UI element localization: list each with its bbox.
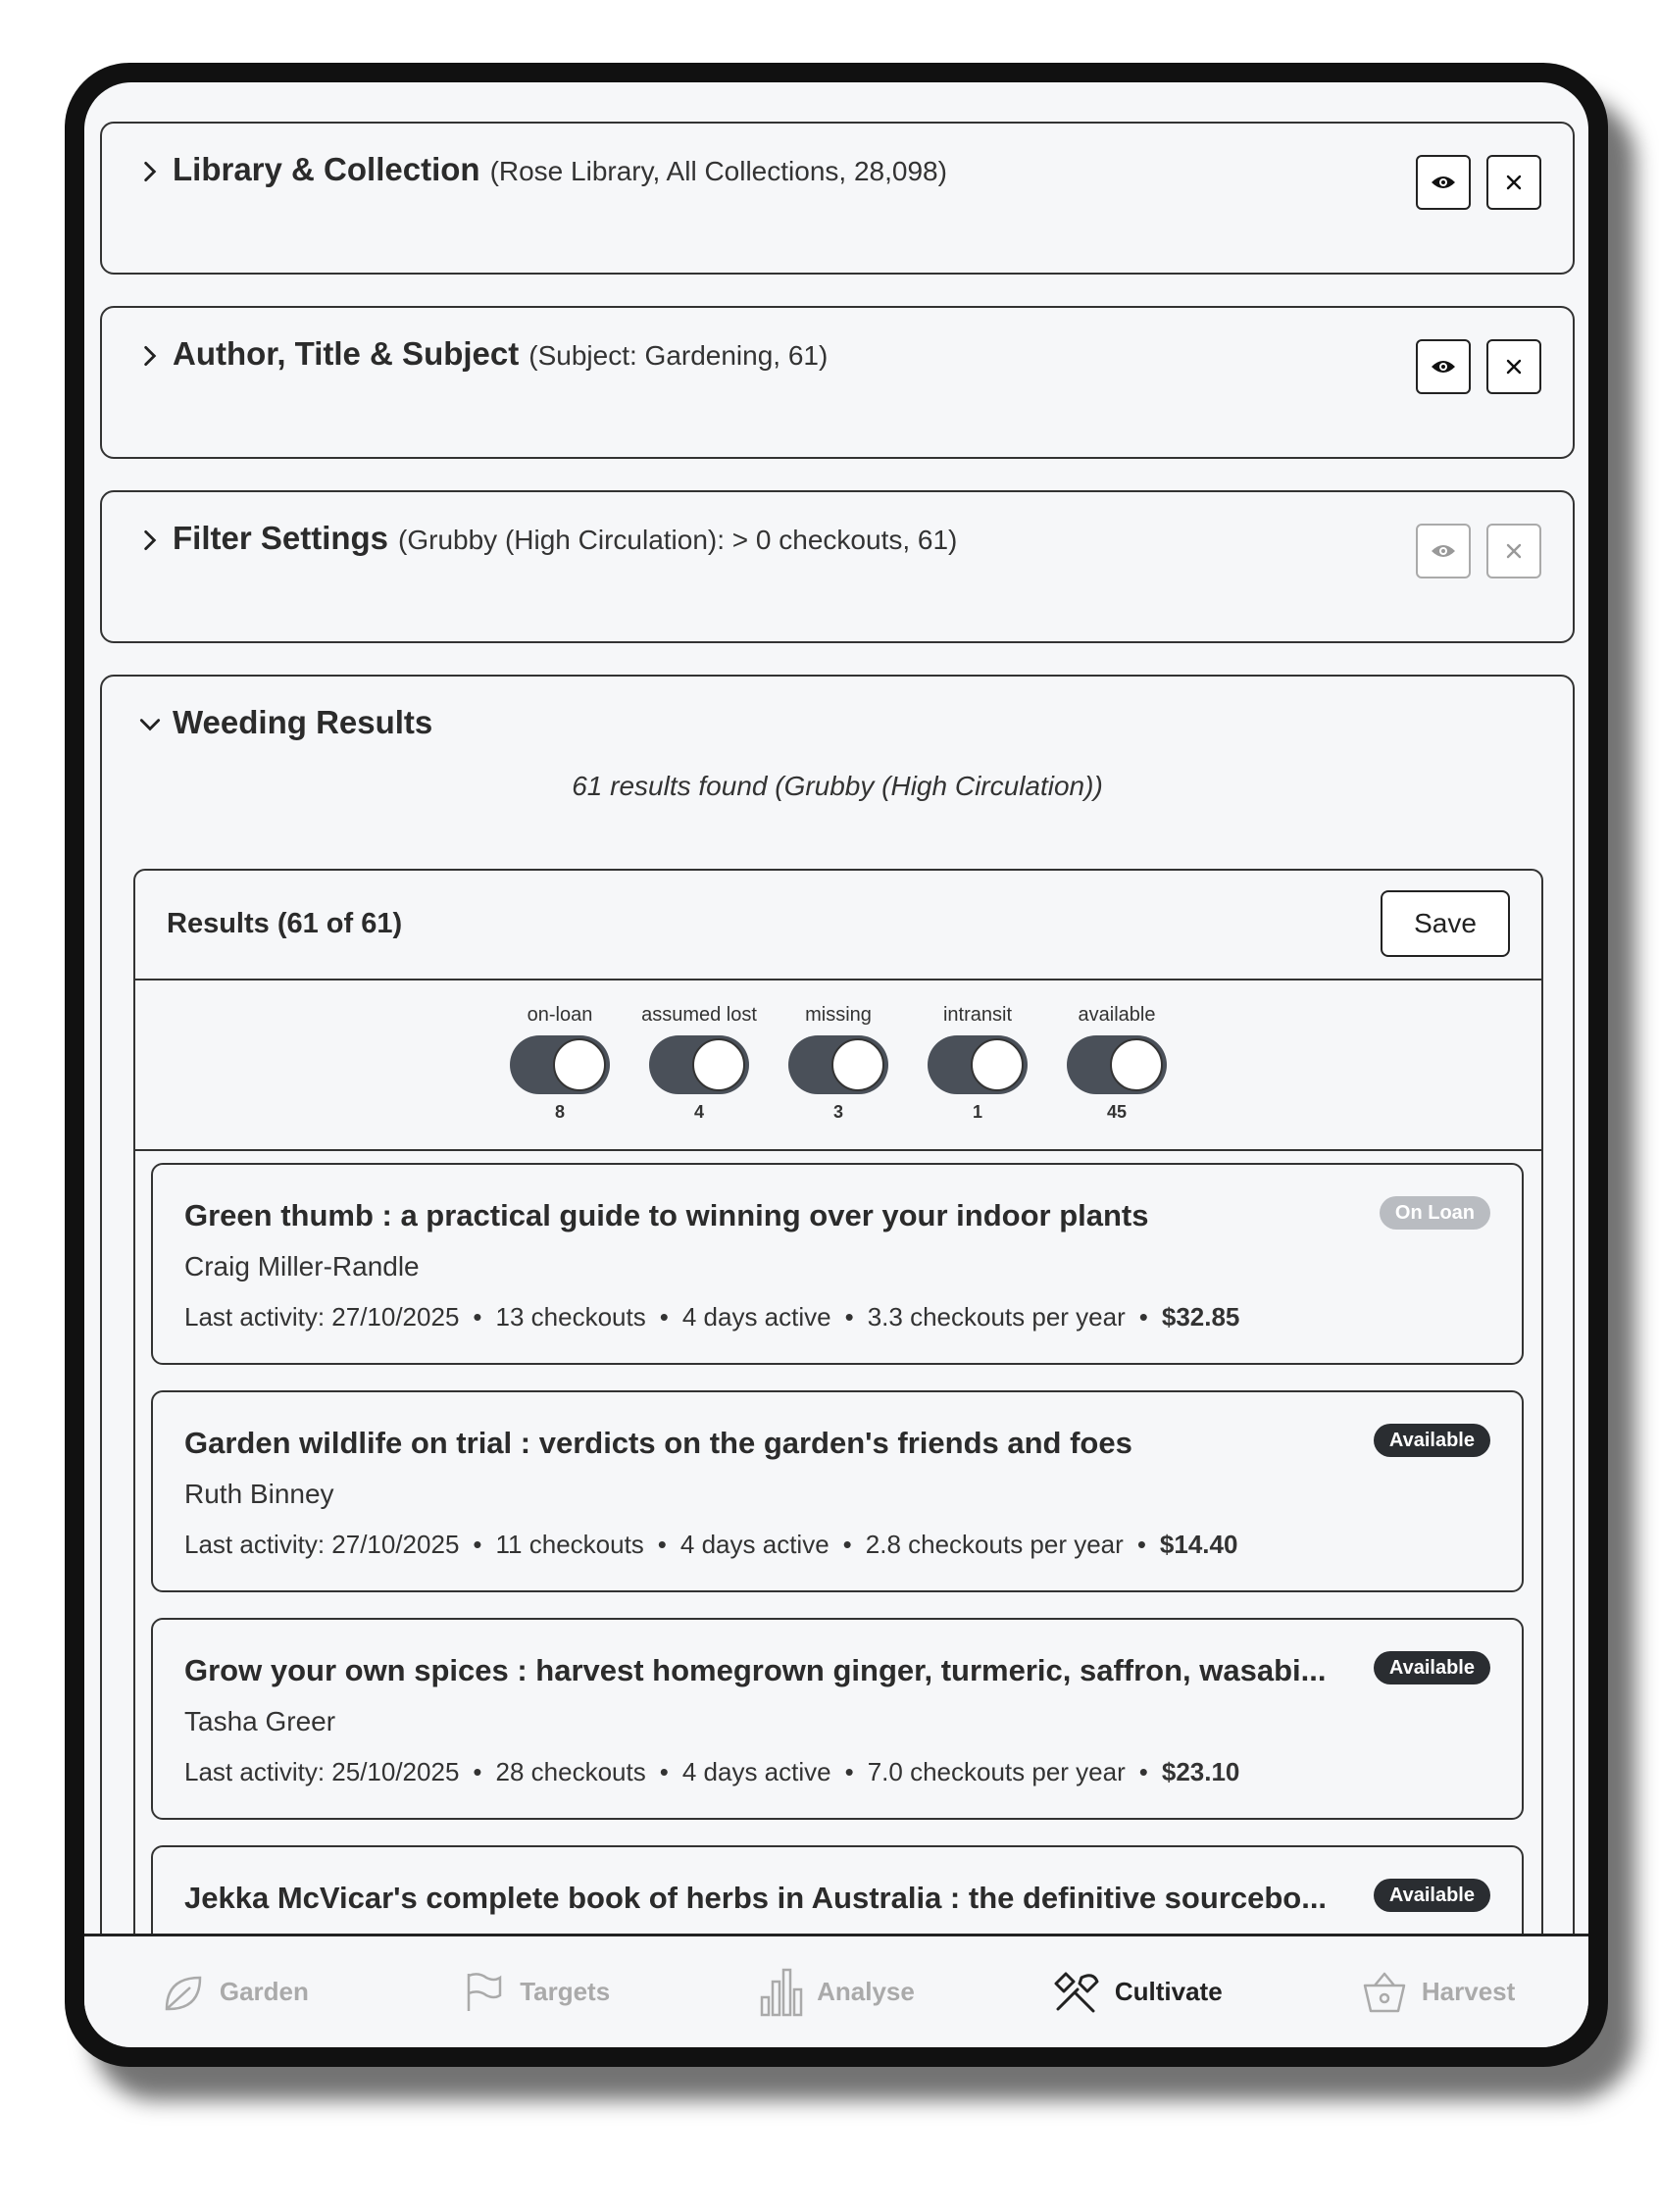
nav-item-targets[interactable] (385, 1936, 686, 2047)
view-button[interactable] (1416, 155, 1471, 210)
last-activity: Last activity: 25/10/2025 (184, 1757, 460, 1786)
separator: • (1138, 1757, 1148, 1786)
toggle-switch[interactable] (788, 1035, 888, 1094)
nav-item-cultivate[interactable] (986, 1936, 1287, 2047)
panel-title: Author, Title & Subject (173, 335, 520, 372)
separator: • (844, 1302, 854, 1332)
chevron-right-icon (137, 528, 163, 553)
status-badge: Available (1374, 1651, 1490, 1684)
separator: • (844, 1757, 854, 1786)
toggle-knob (971, 1038, 1024, 1091)
panel-subtitle: (Subject: Gardening, 61) (528, 340, 829, 371)
checkouts: 13 checkouts (495, 1302, 646, 1332)
result-card[interactable] (151, 1163, 1524, 1365)
days-active: 4 days active (681, 1757, 831, 1786)
separator: • (659, 1757, 669, 1786)
toggle-knob (1110, 1038, 1163, 1091)
nav-item-garden[interactable] (84, 1936, 385, 2047)
panel-subtitle: (Rose Library, All Collections, 28,098) (489, 156, 947, 186)
panel-header[interactable] (137, 520, 957, 557)
chevron-right-icon (137, 343, 163, 369)
checkout-rate: 3.3 checkouts per year (867, 1302, 1126, 1332)
results-box (133, 869, 1543, 2045)
toggle-knob (692, 1038, 745, 1091)
toggle-label: on-loan (527, 1004, 593, 1026)
checkouts: 28 checkouts (495, 1757, 646, 1786)
toggle-available (1060, 1004, 1174, 1149)
eye-icon (1431, 542, 1456, 560)
bottom-nav (84, 1934, 1588, 2047)
toggle-count: 3 (832, 1102, 843, 1122)
days-active: 4 days active (679, 1530, 830, 1559)
close-icon (1505, 174, 1523, 191)
toggle-count: 8 (554, 1102, 565, 1122)
last-activity: Last activity: 27/10/2025 (184, 1530, 460, 1559)
separator: • (473, 1530, 482, 1559)
eye-icon (1431, 174, 1456, 191)
toggle-label: available (1078, 1004, 1156, 1026)
separator: • (657, 1530, 667, 1559)
book-title: Garden wildlife on trial : verdicts on the garden's friends and foes (184, 1426, 1132, 1460)
separator: • (473, 1757, 482, 1786)
nav-label: Analyse (817, 1977, 915, 2006)
separator: • (473, 1302, 482, 1332)
price: $14.40 (1159, 1530, 1238, 1559)
eye-icon (1431, 358, 1456, 376)
status-badge: On Loan (1380, 1196, 1490, 1230)
checkout-rate: 2.8 checkouts per year (865, 1530, 1124, 1559)
toggle-assumed-lost (642, 1004, 756, 1149)
toggle-missing (781, 1004, 895, 1149)
book-meta (184, 1757, 1239, 1787)
separator: • (842, 1530, 852, 1559)
toggle-label: missing (805, 1004, 872, 1026)
results-header (135, 871, 1541, 980)
status-badge: Available (1374, 1879, 1490, 1912)
view-button[interactable] (1416, 524, 1471, 578)
chevron-right-icon (137, 159, 163, 184)
status-toggles (135, 980, 1541, 1151)
status-badge: Available (1374, 1424, 1490, 1457)
panel-library-collection (100, 122, 1575, 275)
toggle-count: 45 (1106, 1102, 1128, 1122)
toggle-intransit (921, 1004, 1034, 1149)
flag-icon (461, 1970, 506, 2015)
book-title: Green thumb : a practical guide to winning over your indoor plants (184, 1198, 1149, 1232)
toggle-label: intransit (942, 1004, 1013, 1026)
separator: • (659, 1302, 669, 1332)
panel-subtitle: (Grubby (High Circulation): > 0 checkouts, 61) (398, 525, 958, 555)
panel-weeding-results (100, 675, 1575, 2047)
toggle-switch[interactable] (1067, 1035, 1167, 1094)
checkout-rate: 7.0 checkouts per year (867, 1757, 1126, 1786)
last-activity: Last activity: 27/10/2025 (184, 1302, 460, 1332)
save-button[interactable]: Save (1381, 890, 1510, 957)
toggle-knob (831, 1038, 884, 1091)
result-card[interactable] (151, 1618, 1524, 1820)
book-author: Tasha Greer (184, 1706, 336, 1736)
nav-label: Cultivate (1114, 1977, 1223, 2006)
chevron-down-icon (137, 712, 163, 737)
toggle-knob (553, 1038, 606, 1091)
results-summary: 61 results found (Grubby (High Circulation)) (572, 771, 1103, 801)
toggle-label: assumed lost (641, 1004, 757, 1026)
result-card[interactable] (151, 1390, 1524, 1592)
toggle-on-loan (503, 1004, 617, 1149)
panel-header[interactable] (137, 335, 828, 373)
price: $23.10 (1161, 1757, 1240, 1786)
toggle-count: 1 (972, 1102, 982, 1122)
close-icon (1505, 358, 1523, 376)
separator: • (1136, 1530, 1146, 1559)
toggle-switch[interactable] (649, 1035, 749, 1094)
basket-icon (1361, 1970, 1408, 2015)
nav-label: Harvest (1421, 1977, 1516, 2006)
leaf-icon (161, 1970, 206, 2015)
toggle-switch[interactable] (928, 1035, 1028, 1094)
app-screen (84, 82, 1588, 2047)
book-meta (184, 1302, 1239, 1332)
close-icon (1505, 542, 1523, 560)
tablet-frame (65, 63, 1608, 2067)
toggle-switch[interactable] (510, 1035, 610, 1094)
clear-button[interactable] (1486, 155, 1541, 210)
book-author: Ruth Binney (184, 1479, 334, 1509)
book-title: Jekka McVicar's complete book of herbs in Australia : the definitive sourcebo... (184, 1881, 1328, 1915)
book-author: Craig Miller-Randle (184, 1251, 420, 1282)
panel-header[interactable] (137, 151, 947, 188)
panel-filter-settings (100, 490, 1575, 643)
bar-chart-icon (758, 1968, 803, 2017)
panel-title: Filter Settings (173, 520, 389, 556)
price: $32.85 (1161, 1302, 1240, 1332)
clear-button[interactable] (1486, 524, 1541, 578)
book-meta (184, 1530, 1237, 1560)
nav-label: Targets (520, 1977, 611, 2006)
panel-author-title-subject (100, 306, 1575, 459)
tools-icon (1052, 1970, 1101, 2015)
nav-label: Garden (219, 1977, 309, 2006)
days-active: 4 days active (681, 1302, 831, 1332)
book-title: Grow your own spices : harvest homegrown ginger, turmeric, saffron, wasabi... (184, 1653, 1327, 1687)
results-title: Results (61 of 61) (167, 908, 403, 939)
checkouts: 11 checkouts (495, 1530, 644, 1559)
clear-button[interactable] (1486, 339, 1541, 394)
toggle-count: 4 (693, 1102, 704, 1122)
panel-title: Weeding Results (173, 704, 433, 740)
panel-title: Library & Collection (173, 151, 480, 187)
nav-item-harvest[interactable] (1287, 1936, 1588, 2047)
view-button[interactable] (1416, 339, 1471, 394)
panel-header[interactable] (137, 704, 432, 741)
nav-item-analyse[interactable] (686, 1936, 987, 2047)
separator: • (1138, 1302, 1148, 1332)
